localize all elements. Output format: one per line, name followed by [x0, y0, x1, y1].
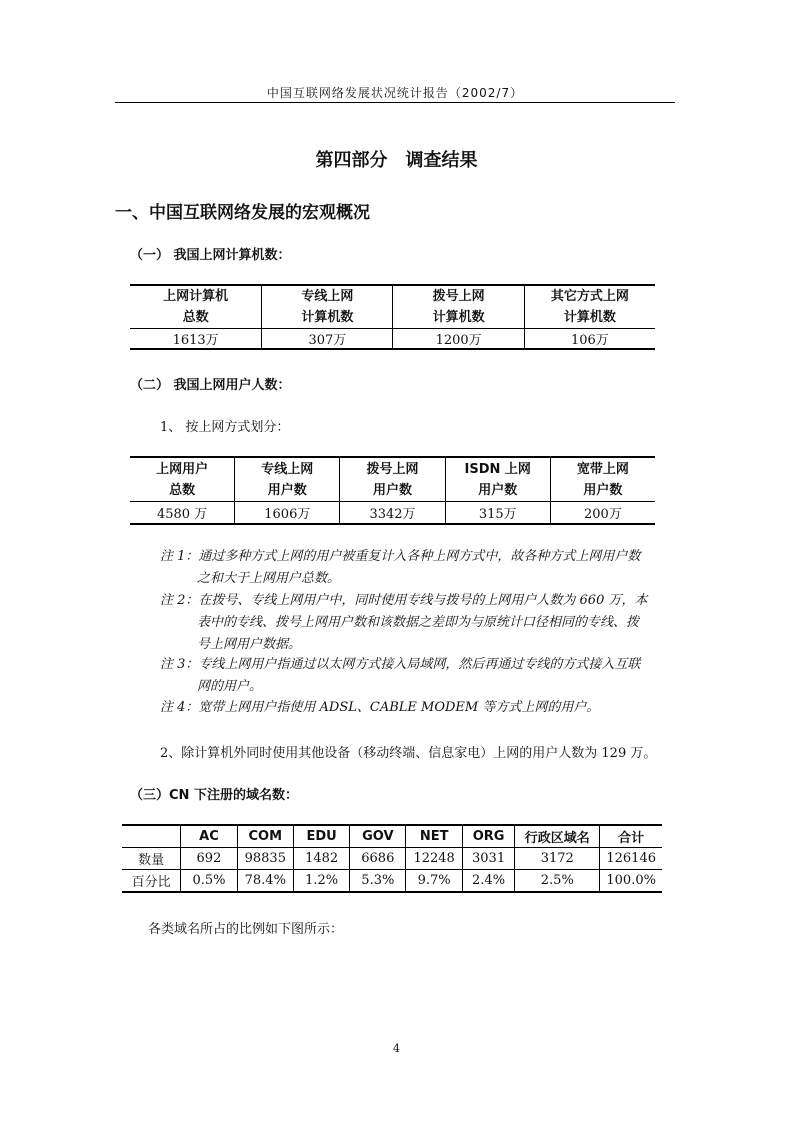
table-header-cell: NET	[406, 825, 462, 848]
table-header-cell: 其它方式上网 计算机数	[524, 285, 655, 329]
table-header-cell: 拨号上网 计算机数	[393, 285, 524, 329]
table-cell: 3172	[515, 848, 600, 870]
table-cell: 100.0%	[600, 870, 662, 893]
table-header-cell: GOV	[350, 825, 406, 848]
table-cell: 12248	[406, 848, 462, 870]
table-header-cell: 上网用户 总数	[130, 457, 235, 502]
table-cell: 1.2%	[294, 870, 350, 893]
table-header-cell: 拨号上网 用户数	[340, 457, 445, 502]
table-header-corner	[122, 825, 181, 848]
table-cell: 692	[181, 848, 237, 870]
table-header-cell: ORG	[462, 825, 514, 848]
table-cell: 2.4%	[462, 870, 514, 893]
note-2: 注 2：在拨号、专线上网用户中，同时使用专线与拨号的上网用户人数为 660 万，本 表中的专线、拨号上网用户数和该数据之差即为与原统计口径相同的专线、拨 号上网用户数据。	[160, 593, 648, 652]
table-header-cell: 专线上网 计算机数	[262, 285, 393, 329]
table-cell: 1200万	[393, 329, 524, 350]
table-header-cell: 宽带上网 用户数	[550, 457, 655, 502]
table-cell: 78.4%	[237, 870, 293, 893]
table-cell: 3342万	[340, 502, 445, 525]
subsection-domains: （三）CN 下注册的域名数：	[130, 788, 298, 803]
table-cell: 2.5%	[515, 870, 600, 893]
users-table	[130, 456, 655, 525]
table-cell: 106万	[524, 329, 655, 350]
page-number: 4	[393, 1042, 400, 1055]
table-header-cell: ISDN 上网 用户数	[445, 457, 550, 502]
table-header-cell: 合计	[600, 825, 662, 848]
closing-text: 各类域名所占的比例如下图所示：	[148, 922, 344, 937]
note-1: 注 1：通过多种方式上网的用户被重复计入各种上网方式中，故各种方式上网用户数 之和大于上网用户总数。	[160, 549, 641, 586]
table-cell: 98835	[237, 848, 293, 870]
domains-table	[122, 824, 662, 893]
table-cell: 1482	[294, 848, 350, 870]
table-header-cell: AC	[181, 825, 237, 848]
table-cell: 1606万	[235, 502, 340, 525]
table-cell: 0.5%	[181, 870, 237, 893]
row-label: 数量	[122, 848, 181, 870]
item-1: 1、 按上网方式划分：	[160, 420, 290, 435]
subsection-computers: （一） 我国上网计算机数：	[130, 248, 291, 263]
table-header-cell: COM	[237, 825, 293, 848]
table-header-cell: 行政区域名	[515, 825, 600, 848]
table-cell: 6686	[350, 848, 406, 870]
item-2: 2、除计算机外同时使用其他设备（移动终端、信息家电）上网的用户人数为 129 万。	[160, 746, 657, 761]
note-4: 注 4：宽带上网用户指使用 ADSL、CABLE MODEM 等方式上网的用户。	[160, 700, 600, 715]
table-cell: 5.3%	[350, 870, 406, 893]
table-cell: 200万	[550, 502, 655, 525]
page-header: 中国互联网络发展状况统计报告（2002/7）	[266, 86, 524, 100]
section-title: 一、中国互联网络发展的宏观概况	[115, 203, 370, 223]
subsection-users: （二） 我国上网用户人数：	[130, 378, 291, 393]
header-rule	[115, 102, 675, 103]
table-cell: 4580 万	[130, 502, 235, 525]
table-cell: 1613万	[130, 329, 262, 350]
table-cell: 9.7%	[406, 870, 462, 893]
table-cell: 3031	[462, 848, 514, 870]
table-header-cell: 上网计算机 总数	[130, 285, 262, 329]
table-header-cell: 专线上网 用户数	[235, 457, 340, 502]
table-cell: 126146	[600, 848, 662, 870]
table-cell: 307万	[262, 329, 393, 350]
table-header-cell: EDU	[294, 825, 350, 848]
note-3: 注 3：专线上网用户指通过以太网方式接入局域网，然后再通过专线的方式接入互联 网的用户。	[160, 657, 641, 694]
computers-table	[130, 284, 655, 350]
row-label: 百分比	[122, 870, 181, 893]
part-title: 第四部分 调查结果	[315, 150, 478, 171]
table-cell: 315万	[445, 502, 550, 525]
